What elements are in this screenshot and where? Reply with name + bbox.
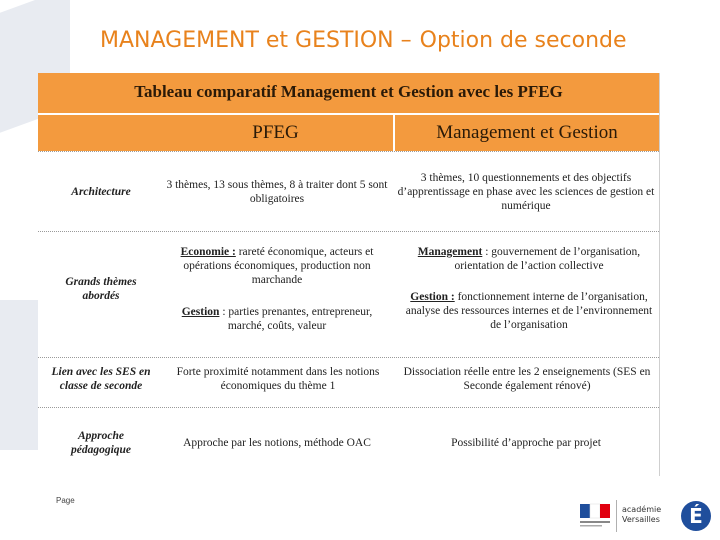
- logo-letter: É: [689, 504, 703, 528]
- pfeg-gestion-text: : parties prenantes, entrepreneur, marché, coûts, valeur: [219, 306, 373, 332]
- logo-line2: Versailles: [622, 515, 660, 524]
- mg-gestion-text: fonctionnement interne de l’organisation, analyse des ressources internes et de l’environnement de l’organisation: [405, 291, 653, 331]
- table-row: [38, 151, 659, 220]
- row-label: Architecture: [71, 186, 131, 198]
- mg-cell: Dissociation réelle entre les 2 enseignements (SES en Seconde également rénové): [403, 366, 651, 392]
- pfeg-economie-text: rareté économique, acteurs et opérations économiques, production non marchande: [183, 246, 374, 286]
- mg-cell: Possibilité d’approche par projet: [451, 437, 601, 449]
- mg-management-title: Management: [417, 246, 483, 258]
- row-label: Grands thèmes abordés: [65, 276, 137, 302]
- mg-gestion-title: Gestion :: [410, 291, 455, 303]
- column-header-pfeg-label: PFEG: [252, 122, 299, 143]
- column-header-mg: [395, 115, 659, 151]
- row-label: Lien avec les SES en classe de seconde: [51, 366, 151, 392]
- pfeg-cell: [162, 305, 392, 333]
- pfeg-cell: 3 thèmes, 13 sous thèmes, 8 à traiter dont 5 sont obligatoires: [166, 179, 388, 205]
- pfeg-gestion-title: Gestion: [181, 306, 220, 318]
- column-header-pfeg: [38, 115, 393, 151]
- table-row: [38, 407, 659, 477]
- table-row: [38, 231, 659, 338]
- slide-title-sub: Option de seconde: [419, 28, 627, 53]
- mg-cell: [400, 245, 658, 273]
- logo-line1: académie: [622, 505, 662, 514]
- mg-cell: [400, 290, 658, 332]
- academie-versailles-logo: [578, 498, 716, 534]
- table-caption: [38, 73, 659, 115]
- mg-cell: 3 thèmes, 10 questionnements et des objectifs d’apprentissage en phase avec les sciences de gestion et numérique: [397, 172, 655, 212]
- republique-francaise-flag-icon: [578, 498, 716, 534]
- mg-management-text: : gouvernement de l’organisation, orientation de l’action collective: [454, 246, 641, 272]
- table-row: [38, 357, 659, 410]
- pfeg-cell: Approche par les notions, méthode OAC: [183, 437, 371, 449]
- pfeg-cell: Forte proximité notamment dans les notions économiques du thème 1: [176, 366, 380, 392]
- row-label: Approche pédagogique: [70, 430, 132, 456]
- slide-title-main: MANAGEMENT et GESTION –: [100, 28, 412, 53]
- comparison-table: [38, 73, 660, 476]
- column-header-mg-label: Management et Gestion: [436, 122, 618, 143]
- pfeg-economie-title: Economie :: [180, 246, 236, 258]
- table-caption-text: Tableau comparatif Management et Gestion avec les PFEG: [134, 82, 563, 101]
- pfeg-cell: [162, 245, 392, 287]
- footer-page-label: Page: [56, 496, 75, 505]
- slide-title: [100, 28, 627, 53]
